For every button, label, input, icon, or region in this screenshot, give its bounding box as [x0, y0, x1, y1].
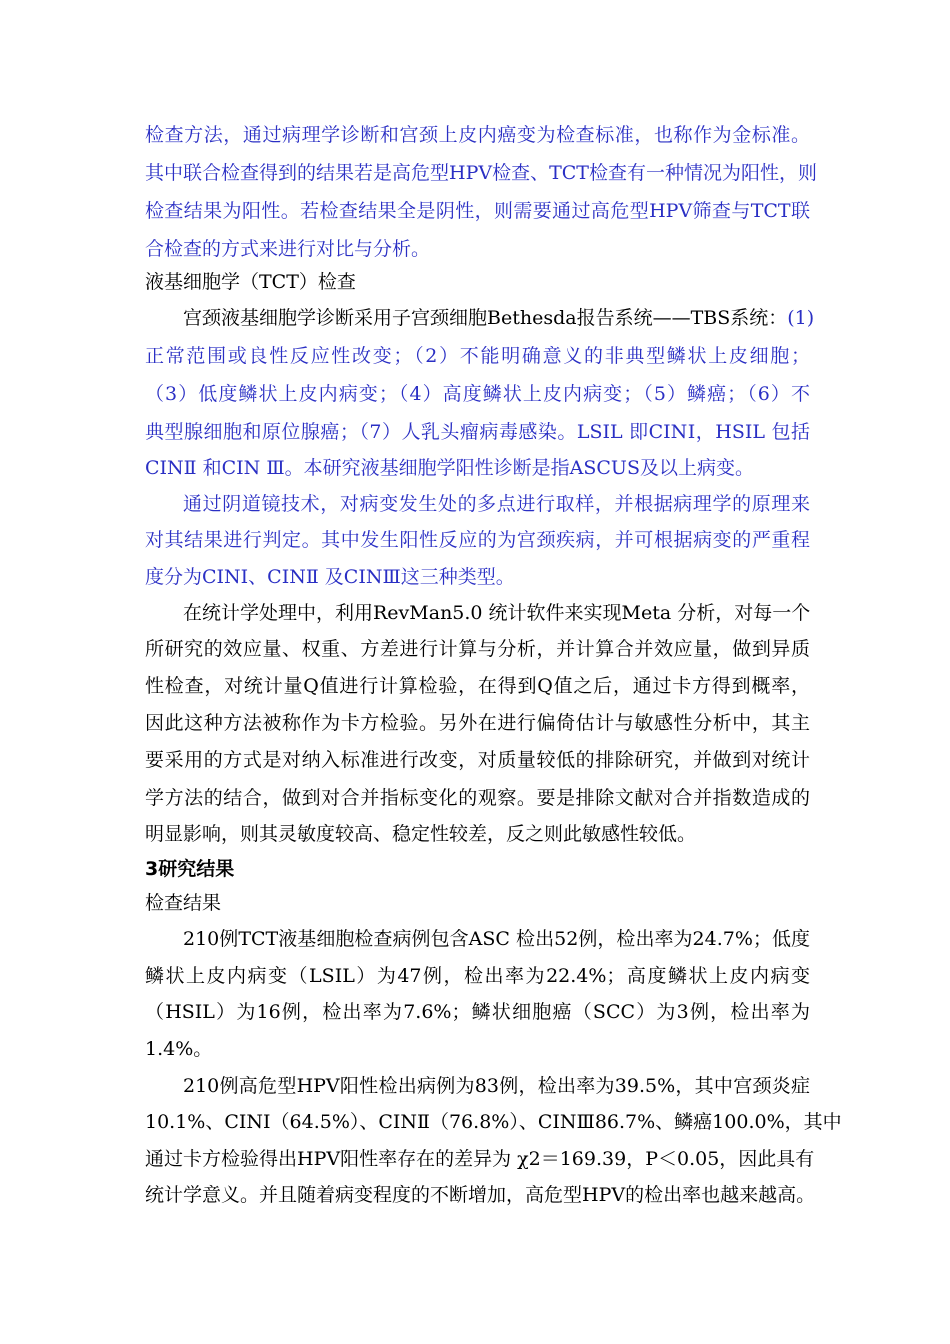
paragraph-line: 通过阴道镜技术，对病变发生处的多点进行取样，并根据病理学的原理来 — [183, 493, 810, 515]
paragraph-line: 检查方法，通过病理学诊断和宫颈上皮内癌变为检查标准，也称作为金标准。 — [145, 124, 810, 146]
paragraph-line: 检查结果为阳性。若检查结果全是阴性，则需要通过高危型HPV筛查与TCT联 — [145, 200, 810, 222]
paragraph-line: 度分为CINⅠ、CINⅡ 及CINⅢ这三种类型。 — [145, 566, 515, 588]
paragraph-line: 对其结果进行判定。其中发生阳性反应的为宫颈疾病，并可根据病变的严重程 — [145, 529, 810, 551]
paragraph-line: 正常范围或良性反应性改变；（2）不能明确意义的非典型鳞状上皮细胞； — [145, 345, 810, 367]
paragraph-line: （3）低度鳞状上皮内病变；（4）高度鳞状上皮内病变；（5）鳞癌；（6）不 — [145, 383, 810, 405]
paragraph-line-black-part: 宫颈液基细胞学诊断采用子宫颈细胞Bethesda报告系统——TBS系统： — [183, 307, 788, 329]
paragraph-line: 其中联合检查得到的结果若是高危型HPV检查、TCT检查有一种情况为阳性，则 — [145, 162, 817, 184]
paragraph-line: 210例TCT液基细胞检查病例包含ASC 检出52例，检出率为24.7%；低度 — [183, 928, 810, 950]
paragraph-line: 通过卡方检验得出HPV阳性率存在的差异为 χ2＝169.39，P＜0.05，因此具有 — [145, 1148, 815, 1170]
paragraph-line: 10.1%、CINⅠ（64.5%）、CINⅡ（76.8%）、CINⅢ86.7%、鳞癌100.0%，其中 — [145, 1111, 842, 1133]
subsection-heading: 检查结果 — [145, 892, 222, 914]
paragraph-line: 210例高危型HPV阳性检出病例为83例，检出率为39.5%，其中宫颈炎症 — [183, 1075, 810, 1097]
paragraph-line: 学方法的结合，做到对合并指标变化的观察。要是排除文献对合并指数造成的 — [145, 787, 810, 809]
paragraph-line-blue-part: (1) — [787, 307, 815, 329]
paragraph-line: 要采用的方式是对纳入标准进行改变，对质量较低的排除研究，并做到对统计 — [145, 749, 810, 771]
paragraph-line: 性检查，对统计量Q值进行计算检验，在得到Q值之后，通过卡方得到概率， — [145, 675, 810, 697]
section-heading: 液基细胞学（TCT）检查 — [145, 271, 356, 293]
paragraph-line: 典型腺细胞和原位腺癌；（7）人乳头瘤病毒感染。LSIL 即CINⅠ，HSIL 包括 — [145, 421, 810, 443]
paragraph-line: 所研究的效应量、权重、方差进行计算与分析，并计算合并效应量，做到异质 — [145, 638, 810, 660]
paragraph-line: 1.4%。 — [145, 1038, 213, 1060]
paragraph-line: 鳞状上皮内病变（LSIL）为47例，检出率为22.4%；高度鳞状上皮内病变 — [145, 965, 810, 987]
section-heading: 3研究结果 — [145, 858, 235, 880]
paragraph-line — [183, 306, 815, 330]
paragraph-line: 在统计学处理中，利用RevMan5.0 统计软件来实现Meta 分析，对每一个 — [183, 602, 811, 624]
paragraph-line: 明显影响，则其灵敏度较高、稳定性较差，反之则此敏感性较低。 — [145, 823, 697, 845]
paragraph-line: 统计学意义。并且随着病变程度的不断增加，高危型HPV的检出率也越来越高。 — [145, 1184, 816, 1206]
paragraph-line: CINⅡ 和CIN Ⅲ。本研究液基细胞学阳性诊断是指ASCUS及以上病变。 — [145, 457, 754, 479]
paragraph-line: （HSIL）为16例，检出率为7.6%；鳞状细胞癌（SCC）为3例，检出率为 — [145, 1001, 810, 1023]
paragraph-line: 因此这种方法被称作为卡方检验。另外在进行偏倚估计与敏感性分析中，其主 — [145, 712, 810, 734]
paragraph-line: 合检查的方式来进行对比与分析。 — [145, 238, 431, 260]
